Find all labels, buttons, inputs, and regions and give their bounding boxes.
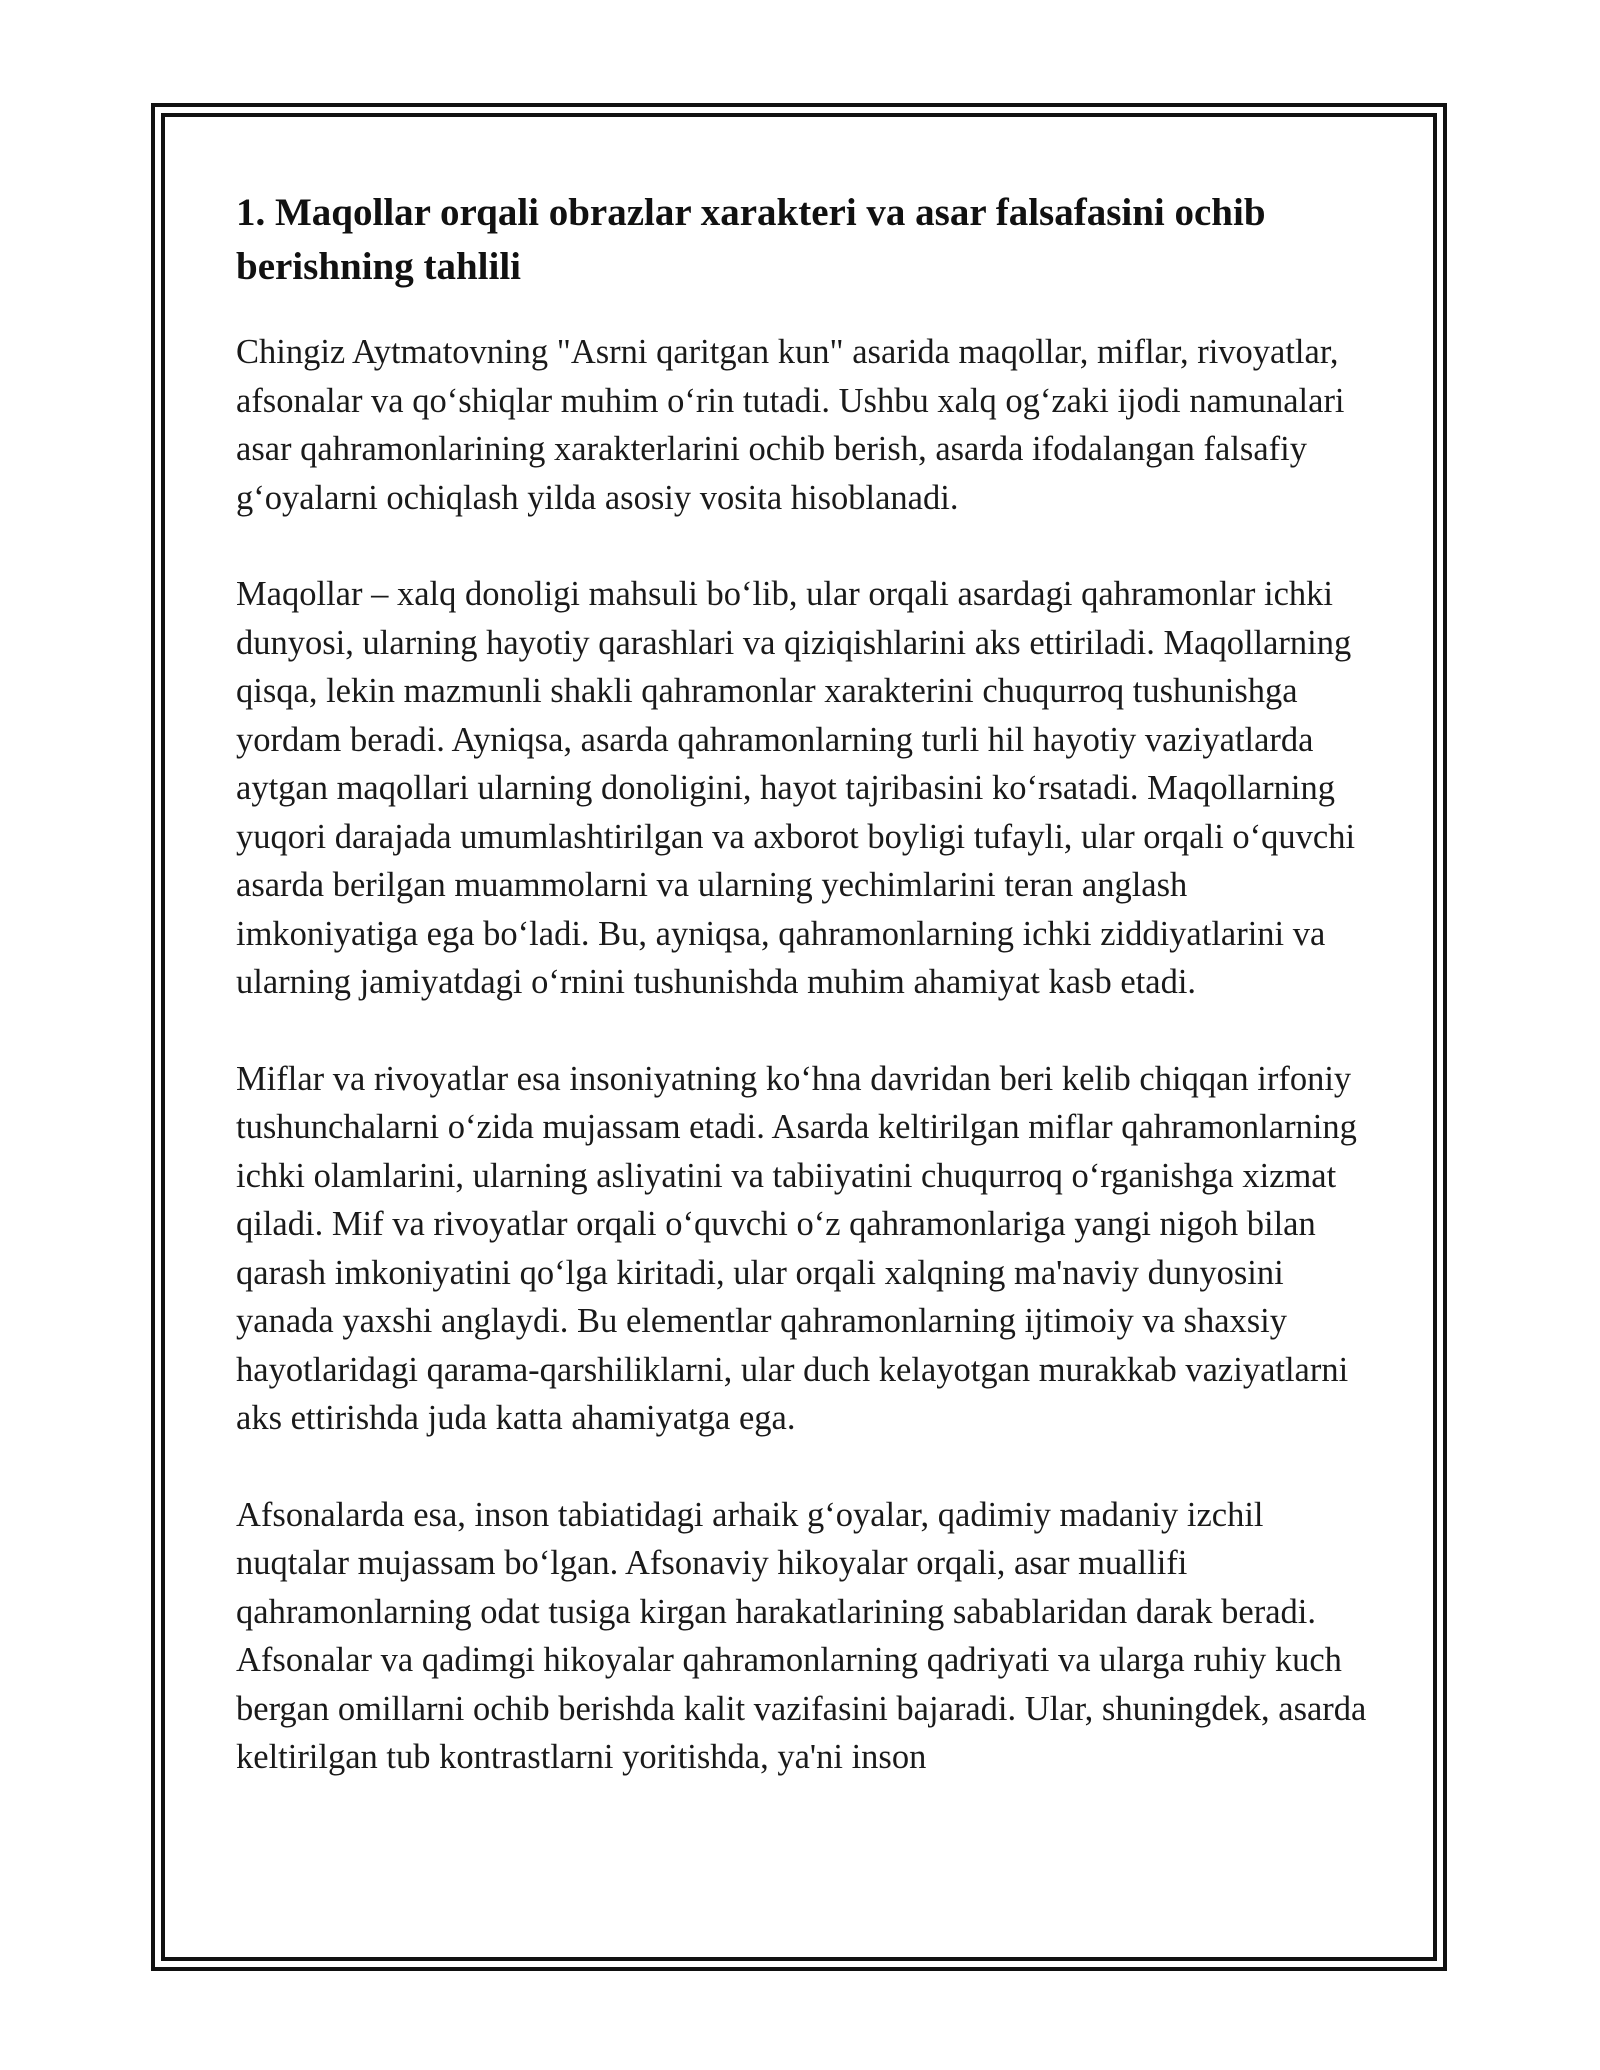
paragraph-intro: Chingiz Aytmatovning "Asrni qaritgan kun" asarida maqollar, miflar, rivoyatlar, afsonalar va qo‘shiqlar muhim o‘rin tutadi. Ushbu xalq og‘zaki ijodi namunalari asar qahramonlarining xarakterlarini ochib berish, asarda ifodalangan falsafiy g‘oyalarni ochiqlash yilda asosiy vosita hisoblanadi. bbox=[236, 333, 1345, 517]
document-body bbox=[236, 186, 1376, 1782]
paragraph-afsonalar: Afsonalarda esa, inson tabiatidagi arhaik g‘oyalar, qadimiy madaniy izchil nuqtalar mujassam bo‘lgan. Afsonaviy hikoyalar orqali, asar muallifi qahramonlarning odat tusiga kirgan harakatlarining sabablaridan darak beradi. Afsonalar va qadimgi hikoyalar qahramonlarning qadriyati va ularga ruhiy kuch bergan omillarni ochib berishda kalit vazifasini bajaradi. Ular, shuningdek, asarda keltirilgan tub kontrastlarni yoritishda, ya'ni inson bbox=[236, 1495, 1367, 1776]
paragraph-miflar: Miflar va rivoyatlar esa insoniyatning ko‘hna davridan beri kelib chiqqan irfoniy tushunchalarni o‘zida mujassam etadi. Asarda keltirilgan miflar qahramonlarning ichki olamlarini, ularning asliyatini va tabiiyatini chuqurroq o‘rganishga xizmat qiladi. Mif va rivoyatlar orqali o‘quvchi o‘z qahramonlariga yangi nigoh bilan qarash imkoniyatini qo‘lga kiritadi, ular orqali xalqning ma'naviy dunyosini yanada yaxshi anglaydi. Bu elementlar qahramonlarning ijtimoiy va shaxsiy hayotlaridagi qarama-qarshiliklarni, ular duch kelayotgan murakkab vaziyatlarni aks ettirishda juda katta ahamiyatga ega. bbox=[236, 1059, 1357, 1437]
paragraph-maqollar: Maqollar – xalq donoligi mahsuli bo‘lib, ular orqali asardagi qahramonlar ichki dunyosi, ularning hayotiy qarashlari va qiziqishlarini aks ettiriladi. Maqollarning qisqa, lekin mazmunli shakli qahramonlar xarakterini chuqurroq tushunishga yordam beradi. Ayniqsa, asarda qahramonlarning turli hil hayotiy vaziyatlarda aytgan maqollari ularning donoligini, hayot tajribasini ko‘rsatadi. Maqollarning yuqori darajada umumlashtirilgan va axborot boyligi tufayli, ular orqali o‘quvchi asarda berilgan muammolarni va ularning yechimlarini teran anglash imkoniyatiga ega bo‘ladi. Bu, ayniqsa, qahramonlarning ichki ziddiyatlarini va ularning jamiyatdagi o‘rnini tushunishda muhim ahamiyat kasb etadi. bbox=[236, 575, 1356, 1001]
section-heading: 1. Maqollar orqali obrazlar xarakteri va asar falsafasini ochib berishning tahlili bbox=[236, 191, 1266, 288]
